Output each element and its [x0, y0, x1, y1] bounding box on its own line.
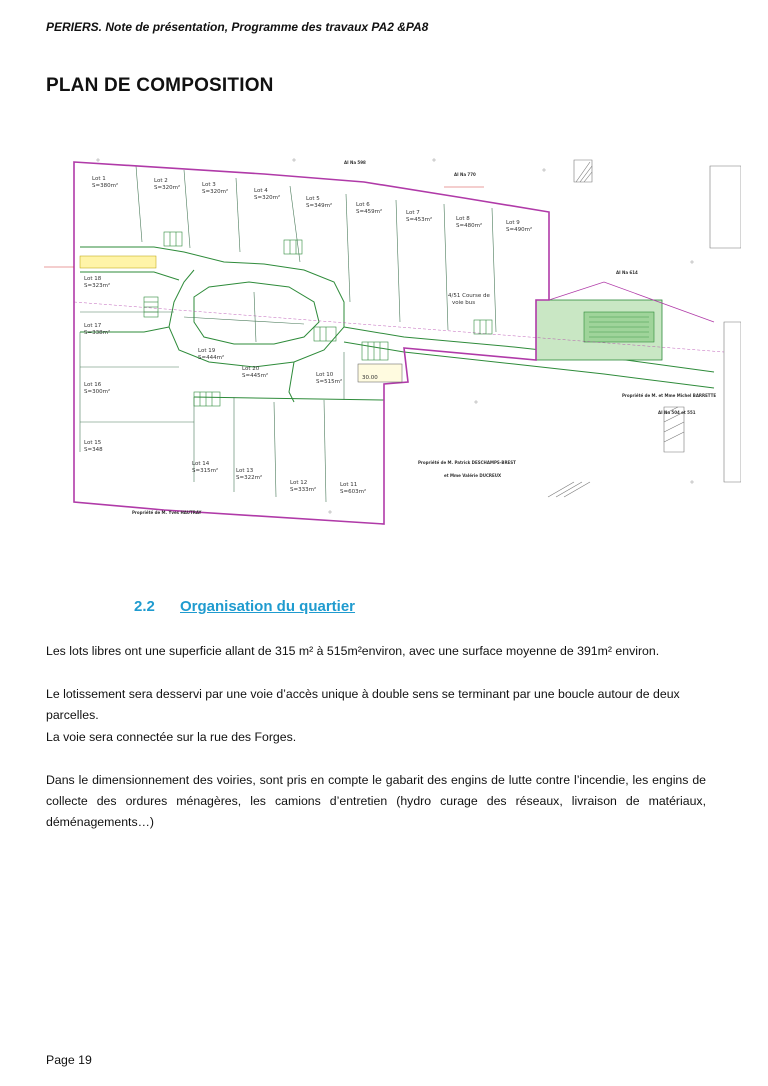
running-header: PERIERS. Note de présentation, Programme des travaux PA2 &PA8	[46, 20, 429, 34]
lot-label: Lot 10	[316, 372, 334, 378]
lot-label: Lot 2	[154, 178, 168, 184]
lot-lines	[80, 166, 496, 502]
lot-area: S=333m²	[290, 487, 317, 493]
lot-area: S=380m²	[92, 183, 119, 189]
lot-label: Lot 5	[306, 196, 320, 202]
owner-label: Propriété de M. et Mme Michel BARRETTE	[622, 393, 717, 398]
basin-label: voie bus	[452, 300, 476, 306]
section-number: 2.2	[134, 598, 155, 615]
lot-area: S=349m²	[306, 203, 333, 209]
parcel-label: AI Na 598	[344, 160, 366, 165]
paragraph-access-road: Le lotissement sera desservi par une voie d’accès unique à double sens se terminant par une boucle autour de deux parcelles.	[46, 687, 680, 722]
lot-label: Lot 6	[356, 202, 370, 208]
site-boundary	[74, 162, 549, 524]
lot-area: S=323m²	[84, 283, 111, 289]
lot-label: Lot 11	[340, 482, 358, 488]
lot-area: S=444m²	[198, 355, 225, 361]
parcel-label: AI Na 614	[616, 270, 638, 275]
plan-drawing	[44, 152, 741, 532]
lot-label: Lot 3	[202, 182, 216, 188]
owner-label: et Mme Valérie DUCREUX	[444, 473, 502, 478]
section-heading	[134, 598, 355, 615]
paragraph-road-dimensioning: Dans le dimensionnement des voiries, sont pris en compte le gabarit des engins de lutte contre l’incendie, les engins de collecte des ordures ménagères, les camions d’entretien (hydro curage des réseaux, livraison de matériaux, déménagements…)	[46, 773, 706, 829]
lot-area: S=315m²	[192, 468, 219, 474]
lot-labels	[84, 176, 532, 495]
highlight-strip	[80, 256, 156, 268]
paragraph-connection: La voie sera connectée sur la rue des Forges.	[46, 730, 297, 744]
lot-area: S=490m²	[506, 227, 533, 233]
lot-area: S=338m²	[84, 330, 111, 336]
dimension-box	[358, 364, 402, 382]
lot-area: S=445m²	[242, 373, 269, 379]
lot-label: Lot 20	[242, 366, 260, 372]
dimension-value: 30.00	[362, 375, 378, 381]
lot-label: Lot 14	[192, 461, 210, 467]
paragraph-lot-sizes: Les lots libres ont une superficie allant de 315 m² à 515m²environ, avec une surface moyenne de 391m² environ.	[46, 644, 660, 658]
lot-label: Lot 4	[254, 188, 268, 194]
lot-label: Lot 12	[290, 480, 308, 486]
lot-area: S=480m²	[456, 223, 483, 229]
owner-label: Propriété de M. Patrick DESCHAMPS-BREST	[418, 460, 516, 465]
lot-label: Lot 17	[84, 323, 102, 329]
parcel-label: AI Na 504 et 551	[658, 410, 696, 415]
lot-label: Lot 16	[84, 382, 102, 388]
lot-area: S=322m²	[236, 475, 263, 481]
lot-area: S=320m²	[154, 185, 181, 191]
basin-label: 4/51 Course de	[448, 293, 490, 299]
page-title: PLAN DE COMPOSITION	[46, 75, 274, 96]
section-title: Organisation du quartier	[180, 598, 356, 615]
lot-area: S=348	[84, 447, 103, 453]
page-number: Page 19	[46, 1053, 92, 1067]
lot-area: S=453m²	[406, 217, 433, 223]
retention-basin	[536, 300, 662, 360]
lot-label: Lot 19	[198, 348, 216, 354]
lot-label: Lot 8	[456, 216, 470, 222]
lot-area: S=459m²	[356, 209, 383, 215]
lot-area: S=300m²	[84, 389, 111, 395]
lot-area: S=603m²	[340, 489, 367, 495]
lot-label: Lot 1	[92, 176, 106, 182]
lot-area: S=320m²	[202, 189, 229, 195]
parcel-label: AI Na 770	[454, 172, 476, 177]
composition-plan	[44, 152, 741, 532]
lot-label: Lot 18	[84, 276, 102, 282]
lot-label: Lot 9	[506, 220, 520, 226]
lot-area: S=515m²	[316, 379, 343, 385]
lot-label: Lot 7	[406, 210, 420, 216]
owner-label: Propriété de M. Yves HAUTRAY	[132, 510, 202, 515]
lot-area: S=320m²	[254, 195, 281, 201]
lot-label: Lot 13	[236, 468, 254, 474]
lot-label: Lot 15	[84, 440, 102, 446]
